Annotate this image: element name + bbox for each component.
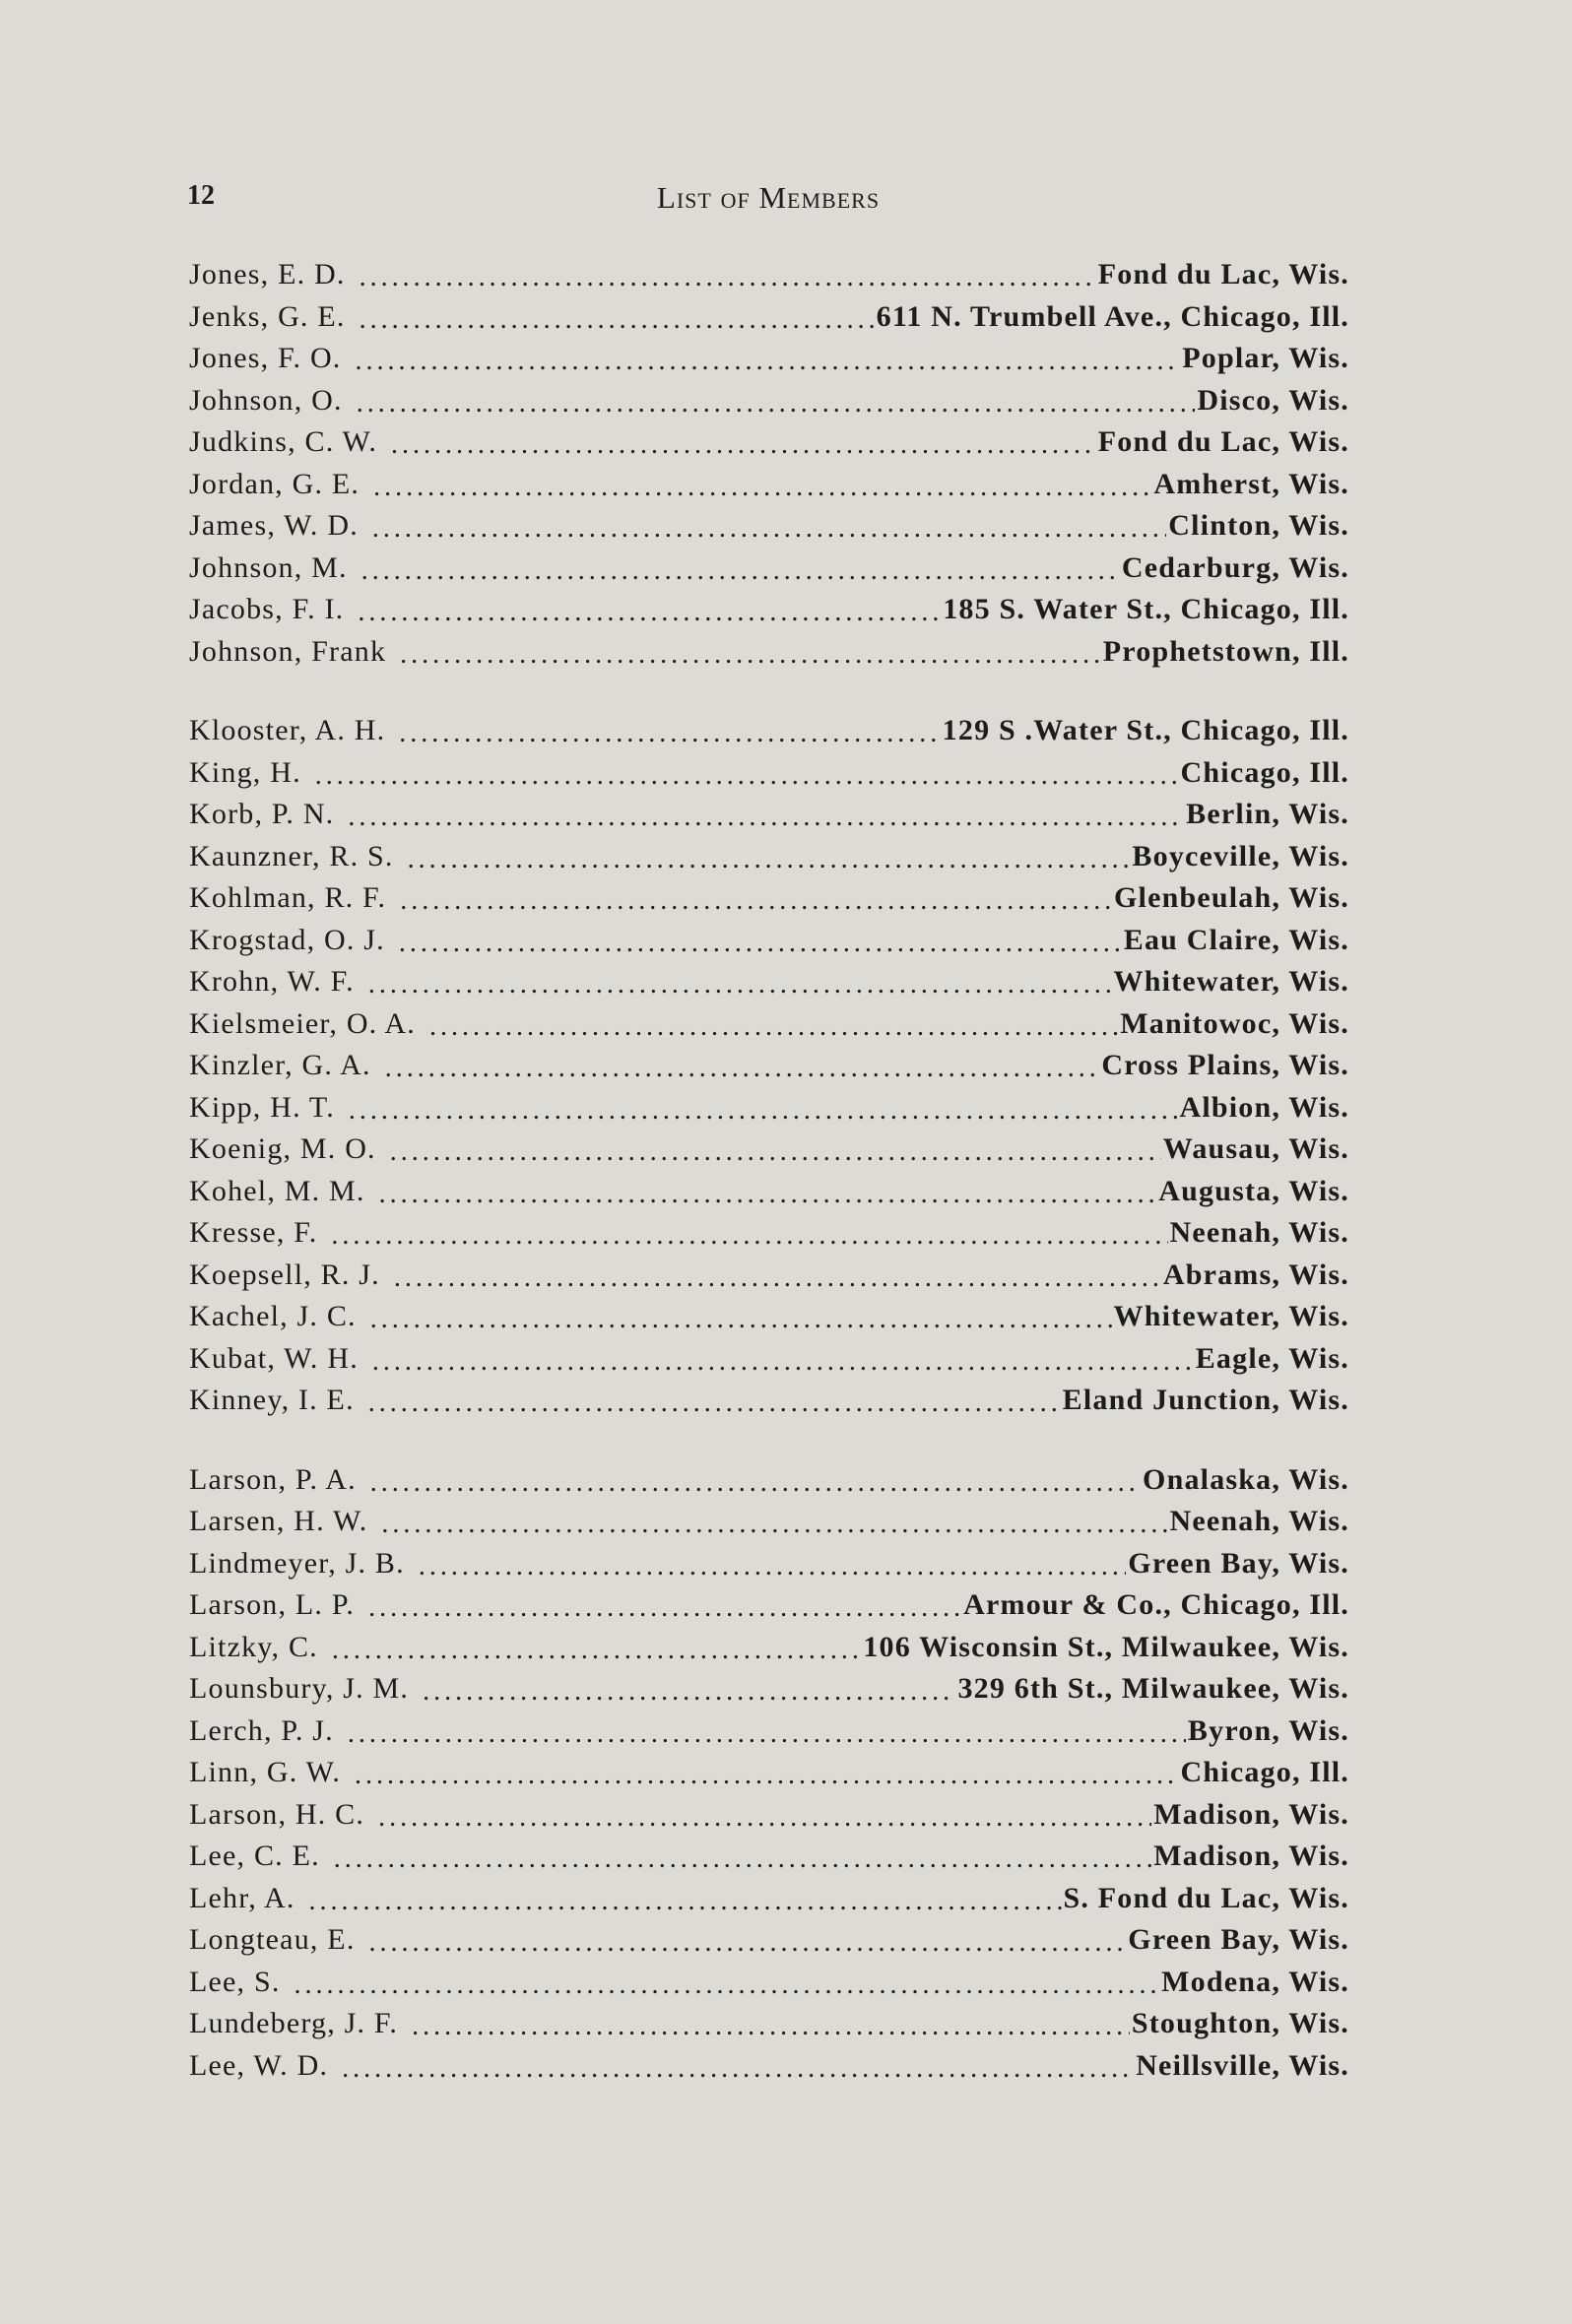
member-location: Manitowoc, Wis. — [1120, 1006, 1349, 1040]
member-name: Johnson, M. — [189, 550, 348, 584]
member-name: Koepsell, R. J. — [189, 1258, 380, 1291]
member-name: Lee, S. — [189, 1965, 281, 1998]
member-location: Wausau, Wis. — [1162, 1132, 1349, 1165]
member-row — [189, 840, 1349, 882]
member-location: 106 Wisconsin St., Milwaukee, Wis. — [863, 1630, 1349, 1663]
member-location: Albion, Wis. — [1179, 1090, 1349, 1124]
member-row — [189, 1798, 1349, 1840]
member-location: 329 6th St., Milwaukee, Wis. — [957, 1672, 1349, 1705]
member-location: Poplar, Wis. — [1182, 342, 1349, 374]
dot-leader — [379, 1177, 1157, 1206]
member-location: Byron, Wis. — [1187, 1713, 1349, 1747]
member-row — [189, 300, 1349, 343]
member-location: Prophetstown, Ill. — [1102, 634, 1349, 668]
dot-leader — [348, 800, 1184, 829]
dot-leader — [331, 1218, 1167, 1248]
member-list — [189, 258, 1349, 2128]
member-name: Jacobs, F. I. — [189, 593, 345, 625]
dot-leader — [429, 1009, 1118, 1039]
member-name: Lee, W. D. — [189, 2048, 329, 2082]
member-location: 129 S .Water St., Chicago, Ill. — [942, 714, 1349, 746]
member-name: Klooster, A. H. — [189, 714, 386, 746]
member-location: S. Fond du Lac, Wis. — [1063, 1881, 1349, 1914]
member-row — [189, 1588, 1349, 1631]
member-row — [189, 425, 1349, 468]
member-row — [189, 1463, 1349, 1506]
dot-leader — [419, 1549, 1126, 1579]
member-row — [189, 965, 1349, 1007]
member-row — [189, 2007, 1349, 2049]
dot-leader — [370, 1465, 1141, 1495]
member-name: Jones, F. O. — [189, 342, 342, 374]
member-row — [189, 258, 1349, 300]
member-location: Clinton, Wis. — [1168, 509, 1349, 542]
member-location: Cross Plains, Wis. — [1101, 1049, 1349, 1081]
dot-leader — [295, 1968, 1160, 1997]
member-row — [189, 1505, 1349, 1547]
member-row — [189, 342, 1349, 384]
dot-leader — [358, 595, 941, 624]
member-name: Larsen, H. W. — [189, 1505, 368, 1537]
dot-leader — [381, 1507, 1167, 1536]
member-location: Green Bay, Wis. — [1128, 1546, 1349, 1580]
member-location: Green Bay, Wis. — [1128, 1923, 1349, 1956]
member-row — [189, 1384, 1349, 1426]
dot-leader — [399, 716, 940, 745]
member-location: Madison, Wis. — [1153, 1797, 1349, 1831]
member-row — [189, 924, 1349, 966]
member-location: 185 S. Water St., Chicago, Ill. — [943, 593, 1349, 625]
member-location: Chicago, Ill. — [1180, 1756, 1349, 1788]
member-name: Krohn, W. F. — [189, 965, 355, 998]
dot-leader — [368, 1386, 1061, 1415]
dot-leader — [370, 1302, 1112, 1331]
member-row — [189, 593, 1349, 635]
member-location: Chicago, Ill. — [1180, 755, 1349, 789]
member-row — [189, 1840, 1349, 1882]
member-row — [189, 1342, 1349, 1385]
dot-leader — [372, 511, 1166, 541]
member-name: Kinney, I. E. — [189, 1384, 355, 1416]
member-name: King, H. — [189, 755, 301, 789]
member-name: Lundeberg, J. F. — [189, 2007, 399, 2039]
member-location: Glenbeulah, Wis. — [1114, 881, 1349, 914]
member-location: Neillsville, Wis. — [1136, 2048, 1349, 2082]
dot-leader — [348, 1716, 1186, 1746]
member-location: Amherst, Wis. — [1153, 467, 1349, 500]
dot-leader — [368, 1590, 961, 1620]
member-name: Johnson, O. — [189, 383, 343, 417]
dot-leader — [385, 1051, 1100, 1080]
member-name: Jordan, G. E. — [189, 467, 360, 500]
member-location: Onalaska, Wis. — [1143, 1462, 1349, 1496]
member-name: Lounsbury, J. M. — [189, 1672, 410, 1705]
member-row — [189, 635, 1349, 678]
member-location: Boyceville, Wis. — [1132, 839, 1349, 872]
member-group — [189, 714, 1349, 1426]
member-row — [189, 1672, 1349, 1714]
member-row — [189, 1714, 1349, 1757]
member-name: Lerch, P. J. — [189, 1713, 334, 1747]
member-row — [189, 384, 1349, 426]
dot-leader — [361, 553, 1120, 583]
member-row — [189, 881, 1349, 924]
member-name: Linn, G. W. — [189, 1756, 342, 1788]
member-row — [189, 798, 1349, 840]
dot-leader — [391, 427, 1096, 457]
member-row — [189, 1547, 1349, 1589]
member-row — [189, 1882, 1349, 1924]
dot-leader — [309, 1884, 1062, 1913]
dot-leader — [400, 637, 1101, 667]
member-name: Jones, E. D. — [189, 258, 346, 290]
member-row — [189, 756, 1349, 799]
member-name: Larson, L. P. — [189, 1588, 356, 1621]
dot-leader — [334, 1841, 1151, 1871]
member-row — [189, 1259, 1349, 1301]
member-row — [189, 1966, 1349, 2008]
member-name: Kinzler, G. A. — [189, 1049, 371, 1081]
dot-leader — [360, 260, 1096, 290]
member-location: Eagle, Wis. — [1195, 1341, 1349, 1375]
member-name: Koenig, M. O. — [189, 1132, 376, 1165]
member-location: Whitewater, Wis. — [1113, 965, 1349, 998]
member-group — [189, 258, 1349, 677]
member-name: Kresse, F. — [189, 1216, 318, 1249]
member-row — [189, 1049, 1349, 1091]
member-location: Neenah, Wis. — [1169, 1505, 1349, 1537]
dot-leader — [355, 1758, 1179, 1787]
member-name: Jenks, G. E. — [189, 299, 346, 333]
member-location: Modena, Wis. — [1161, 1965, 1349, 1998]
member-location: Stoughton, Wis. — [1131, 2007, 1349, 2039]
member-group — [189, 1463, 1349, 2092]
member-name: Larson, P. A. — [189, 1462, 357, 1496]
member-name: Krogstad, O. J. — [189, 923, 385, 956]
member-name: Kipp, H. T. — [189, 1090, 335, 1124]
member-location: Fond du Lac, Wis. — [1097, 425, 1349, 458]
member-row — [189, 714, 1349, 756]
member-row — [189, 1300, 1349, 1342]
member-name: Kohlman, R. F. — [189, 881, 387, 914]
dot-leader — [356, 344, 1181, 373]
member-row — [189, 1175, 1349, 1217]
dot-leader — [369, 1925, 1127, 1955]
dot-leader — [315, 758, 1179, 788]
member-location: Cedarburg, Wis. — [1121, 550, 1349, 584]
member-row — [189, 1007, 1349, 1050]
member-name: James, W. D. — [189, 509, 359, 542]
dot-leader — [332, 1633, 861, 1662]
dot-leader — [399, 926, 1122, 955]
member-name: Kielsmeier, O. A. — [189, 1006, 416, 1040]
member-location: Berlin, Wis. — [1186, 798, 1349, 830]
member-name: Lee, C. E. — [189, 1840, 320, 1872]
member-name: Larson, H. C. — [189, 1797, 365, 1831]
dot-leader — [368, 967, 1112, 997]
member-location: Augusta, Wis. — [1158, 1174, 1349, 1207]
dot-leader — [412, 2009, 1130, 2038]
member-location: Abrams, Wis. — [1162, 1258, 1349, 1291]
member-row — [189, 1923, 1349, 1966]
dot-leader — [349, 1093, 1178, 1123]
member-location: Eland Junction, Wis. — [1062, 1384, 1349, 1416]
page-number: 12 — [187, 180, 215, 211]
member-row — [189, 1132, 1349, 1175]
member-location: Fond du Lac, Wis. — [1097, 258, 1349, 290]
dot-leader — [423, 1674, 955, 1704]
member-location: 611 N. Trumbell Ave., Chicago, Ill. — [876, 299, 1349, 333]
dot-leader — [390, 1134, 1161, 1164]
member-row — [189, 1216, 1349, 1259]
dot-leader — [408, 842, 1131, 872]
running-title: List of Members — [656, 180, 881, 215]
member-row — [189, 2049, 1349, 2092]
member-name: Kaunzner, R. S. — [189, 839, 394, 872]
dot-leader — [400, 883, 1112, 913]
dot-leader — [342, 2051, 1134, 2081]
member-row — [189, 1756, 1349, 1798]
member-name: Judkins, C. W. — [189, 425, 378, 458]
member-name: Longteau, E. — [189, 1923, 356, 1956]
dot-leader — [357, 386, 1196, 416]
member-location: Neenah, Wis. — [1169, 1216, 1349, 1249]
dot-leader — [360, 302, 875, 332]
dot-leader — [394, 1260, 1161, 1290]
page-header — [187, 180, 1349, 220]
member-location: Eau Claire, Wis. — [1123, 923, 1349, 956]
member-location: Whitewater, Wis. — [1113, 1300, 1349, 1332]
member-location: Disco, Wis. — [1197, 383, 1349, 417]
member-location: Armour & Co., Chicago, Ill. — [963, 1588, 1349, 1621]
member-row — [189, 468, 1349, 510]
member-row — [189, 1631, 1349, 1673]
member-name: Kachel, J. C. — [189, 1300, 357, 1332]
member-name: Kohel, M. M. — [189, 1174, 365, 1207]
dot-leader — [372, 1344, 1194, 1374]
member-name: Johnson, Frank — [189, 634, 387, 668]
member-row — [189, 509, 1349, 551]
member-name: Lindmeyer, J. B. — [189, 1546, 405, 1580]
member-name: Korb, P. N. — [189, 798, 335, 830]
member-name: Litzky, C. — [189, 1630, 318, 1663]
member-row — [189, 1091, 1349, 1133]
dot-leader — [373, 470, 1151, 499]
member-row — [189, 551, 1349, 594]
member-location: Madison, Wis. — [1153, 1840, 1349, 1872]
member-name: Kubat, W. H. — [189, 1341, 359, 1375]
dot-leader — [378, 1800, 1151, 1830]
member-name: Lehr, A. — [189, 1881, 295, 1914]
